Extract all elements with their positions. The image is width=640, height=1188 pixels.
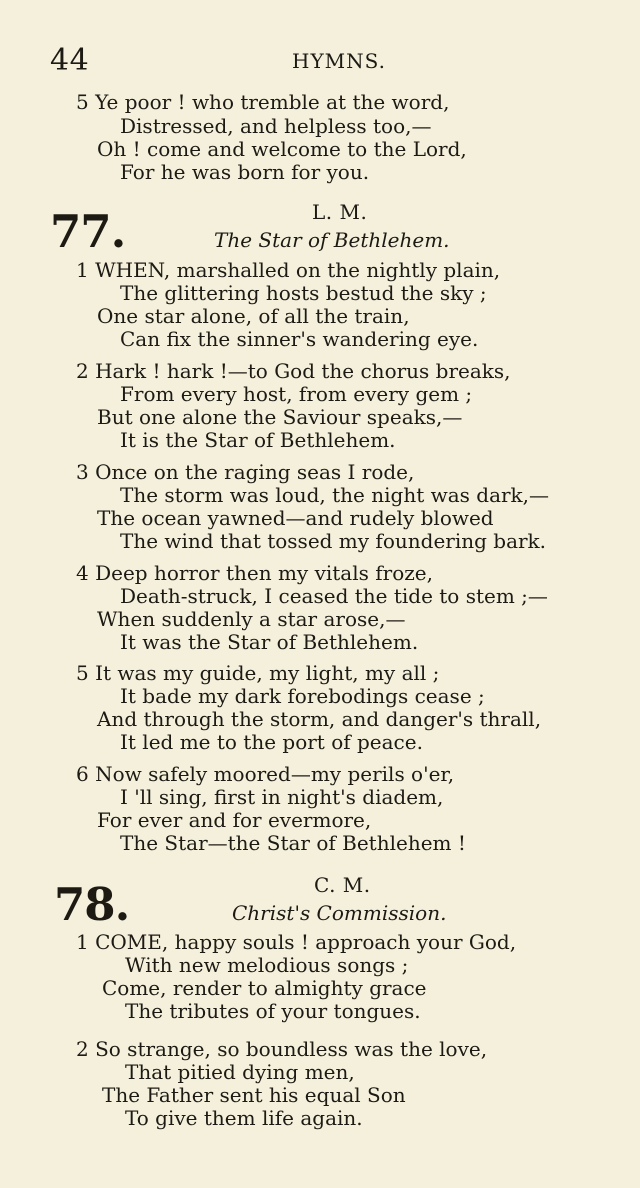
verse-line: The ocean yawned—and rudely blowed [97,506,494,530]
verse-line: From every host, from every gem ; [120,382,473,406]
verse-line: With new melodious songs ; [125,953,409,977]
running-head: HYMNS. [292,49,386,73]
verse-line: 3 Once on the raging seas I rode, [76,460,415,484]
verse-line: I 'll sing, first in night's diadem, [120,785,444,809]
verse-line: For ever and for evermore, [97,808,372,832]
verse-line: 1 WHEN, marshalled on the nightly plain, [76,258,501,282]
verse-line: And through the storm, and danger's thrall, [97,707,542,731]
continuation-line: 5 Ye poor ! who tremble at the word, [76,90,450,114]
verse-line: It is the Star of Bethlehem. [120,428,396,452]
verse-line: 2 Hark ! hark !—to God the chorus breaks, [76,359,511,383]
hymn-meter: C. M. [314,873,371,897]
verse-line: When suddenly a star arose,— [97,607,406,631]
verse-line: 1 COME, happy souls ! approach your God, [76,930,517,954]
verse-line: The storm was loud, the night was dark,— [120,483,550,507]
verse-line: The Star—the Star of Bethlehem ! [120,831,466,855]
verse-line: Can fix the sinner's wandering eye. [120,327,479,351]
verse-line: 2 So strange, so boundless was the love, [76,1037,488,1061]
verse-line: 6 Now safely moored—my perils o'er, [76,762,455,786]
hymn-title: Christ's Commission. [232,901,447,925]
hymn-title: The Star of Bethlehem. [214,228,450,252]
continuation-line: For he was born for you. [120,160,370,184]
verse-line: Death-struck, I ceased the tide to stem ;— [120,584,548,608]
continuation-line: Oh ! come and welcome to the Lord, [97,137,467,161]
verse-line: 4 Deep horror then my vitals froze, [76,561,433,585]
verse-line: It was the Star of Bethlehem. [120,630,419,654]
verse-line: The glittering hosts bestud the sky ; [120,281,487,305]
verse-line: But one alone the Saviour speaks,— [97,405,463,429]
verse-line: It led me to the port of peace. [120,730,423,754]
verse-line: Come, render to almighty grace [102,976,427,1000]
verse-line: To give them life again. [125,1106,363,1130]
verse-line: One star alone, of all the train, [97,304,410,328]
verse-line: It bade my dark forebodings cease ; [120,684,485,708]
page-number: 44 [50,43,90,78]
verse-line: That pitied dying men, [125,1060,355,1084]
verse-line: The Father sent his equal Son [102,1083,406,1107]
continuation-line: Distressed, and helpless too,— [120,114,432,138]
verse-line: 5 It was my guide, my light, my all ; [76,661,440,685]
hymn-number: 78. [54,878,130,931]
verse-line: The wind that tossed my foundering bark. [120,529,547,553]
hymn-number: 77. [50,205,126,258]
hymn-meter: L. M. [312,200,368,224]
verse-line: The tributes of your tongues. [125,999,421,1023]
